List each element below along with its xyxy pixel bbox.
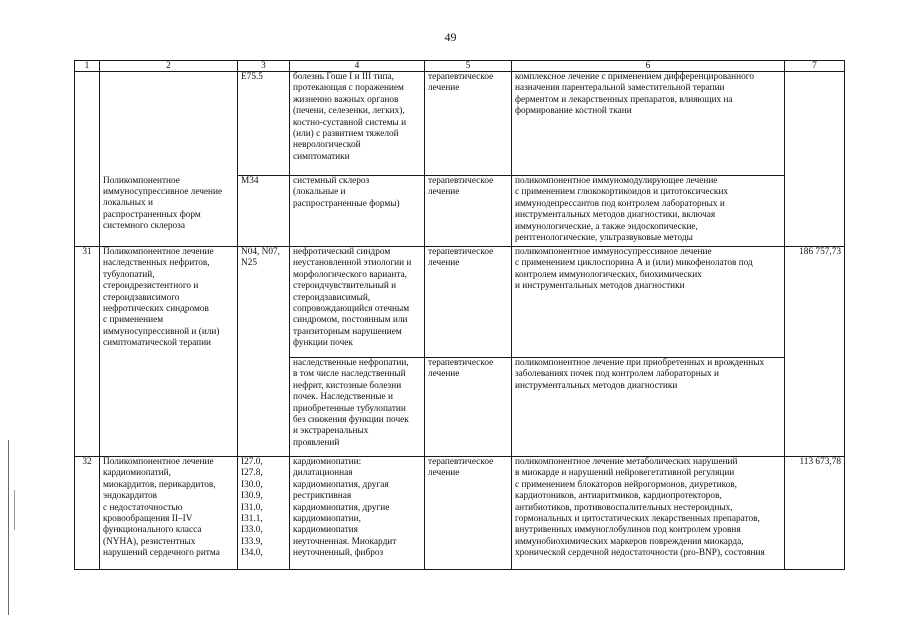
table-row xyxy=(75,176,845,247)
patient-model: кардиомиопатии: дилатационная кардиомиопатия, другая рестриктивная кардиомиопатия, другие кардиомиопатии, кардиомиопатия неуточненная. Миокардит неуточненный, фиброз xyxy=(290,457,425,570)
treatment-method: комплексное лечение с применением дифференцированного назначения парентеральной заместительной терапии ферментом и лекарственных препаратов, влияющих на формирование костной ткани xyxy=(512,72,785,176)
cost-value xyxy=(785,72,845,176)
treatment-method: поликомпонентное лечение при приобретенных и врожденных заболеваниях почек под контролем лабораторных и инструментальных методов диагностики xyxy=(512,358,785,457)
method-group-name: Поликомпонентное лечение наследственных нефритов, тубулопатий, стероидрезистентного и стероидзависимого нефротических синдромов с применением иммуносупрессивной и (или) симптоматической терапии xyxy=(100,247,238,457)
method-group-name xyxy=(100,72,238,176)
treatment-method: поликомпонентное иммуномодулирующее лечение с применением глюкокортикоидов и цитотоксических иммунодепрессантов под контролем лабораторных и инструментальных методов диагностики, включая иммунологические, а также эндоскопические, рентгенологические, ультразвуковые методы xyxy=(512,176,785,247)
column-header: 2 xyxy=(100,61,238,72)
icd-codes: E75.5 xyxy=(238,72,290,176)
cost-value: 113 673,78 xyxy=(785,457,845,570)
icd-codes: M34 xyxy=(238,176,290,247)
column-header: 3 xyxy=(238,61,290,72)
column-header: 1 xyxy=(75,61,100,72)
patient-model: болезнь Гоше I и III типа, протекающая с поражением жизненно важных органов (печени, селезенки, легких), костно-суставной системы и (или) с развитием тяжелой неврологической симптоматики xyxy=(290,72,425,176)
column-header: 6 xyxy=(512,61,785,72)
table-row xyxy=(75,247,845,358)
row-number: 32 xyxy=(75,457,100,570)
scan-margin-line xyxy=(8,440,9,615)
method-group-name: Поликомпонентное лечение кардиомиопатий, миокардитов, перикардитов, эндокардитов с недостаточностью кровообращения II–IV функционального класса (NYHA), резистентных нарушений сердечного ритма xyxy=(100,457,238,570)
icd-codes: I27.0, I27.8, I30.0, I30.9, I31.0, I31.1, I33.0, I33.9, I34.0, xyxy=(238,457,290,570)
treatment-method: поликомпонентное иммуносупрессивное лечение с применением циклоспорина А и (или) микофенолатов под контролем иммунологических, биохимических и инструментальных методов диагностики xyxy=(512,247,785,358)
column-header: 4 xyxy=(290,61,425,72)
treatment-method: поликомпонентное лечение метаболических нарушений в миокарде и нарушений нейровегетативной регуляции с применением блокаторов нейрогормонов, диуретиков, кардиотоников, антиаритмиков, кардиопротекторов, антибиотиков, противовоспалительных нестероидных, гормональных и цитостатических лекарственных препаратов, внутривенных иммуноглобулинов под контролем уровня иммунобиохимических маркеров повреждения миокарда, хронической сердечной недостаточности (pro-BNP), состояния xyxy=(512,457,785,570)
table-row xyxy=(75,457,845,570)
treatment-type: терапевтическое лечение xyxy=(425,358,512,457)
treatment-type: терапевтическое лечение xyxy=(425,247,512,358)
method-group-name: Поликомпонентное иммуносупрессивное лечение локальных и распространенных форм системного склероза xyxy=(100,176,238,247)
icd-codes: N04, N07, N25 xyxy=(238,247,290,457)
procedures-table xyxy=(74,60,845,570)
patient-model: наследственные нефропатии, в том числе наследственный нефрит, кистозные болезни почек. Наследственные и приобретенные тубулопатии без снижения функции почек и экстраренальных проявлений xyxy=(290,358,425,457)
cost-value xyxy=(785,176,845,247)
row-number: 31 xyxy=(75,247,100,457)
scan-margin-line xyxy=(14,490,15,530)
treatment-type: терапевтическое лечение xyxy=(425,72,512,176)
page-number: 49 xyxy=(444,30,457,44)
treatment-type: терапевтическое лечение xyxy=(425,176,512,247)
column-header: 7 xyxy=(785,61,845,72)
patient-model: нефротический синдром неустановленной этиологии и морфологического варианта, стероидчувствительный и стероидзависимый, сопровождающийся отечным синдромом, постоянным или транзиторным нарушением функции почек xyxy=(290,247,425,358)
row-number xyxy=(75,176,100,247)
table-row xyxy=(75,72,845,176)
treatment-type: терапевтическое лечение xyxy=(425,457,512,570)
column-header: 5 xyxy=(425,61,512,72)
row-number xyxy=(75,72,100,176)
column-header-row xyxy=(75,61,845,72)
patient-model: системный склероз (локальные и распространенные формы) xyxy=(290,176,425,247)
cost-value: 186 757,73 xyxy=(785,247,845,457)
